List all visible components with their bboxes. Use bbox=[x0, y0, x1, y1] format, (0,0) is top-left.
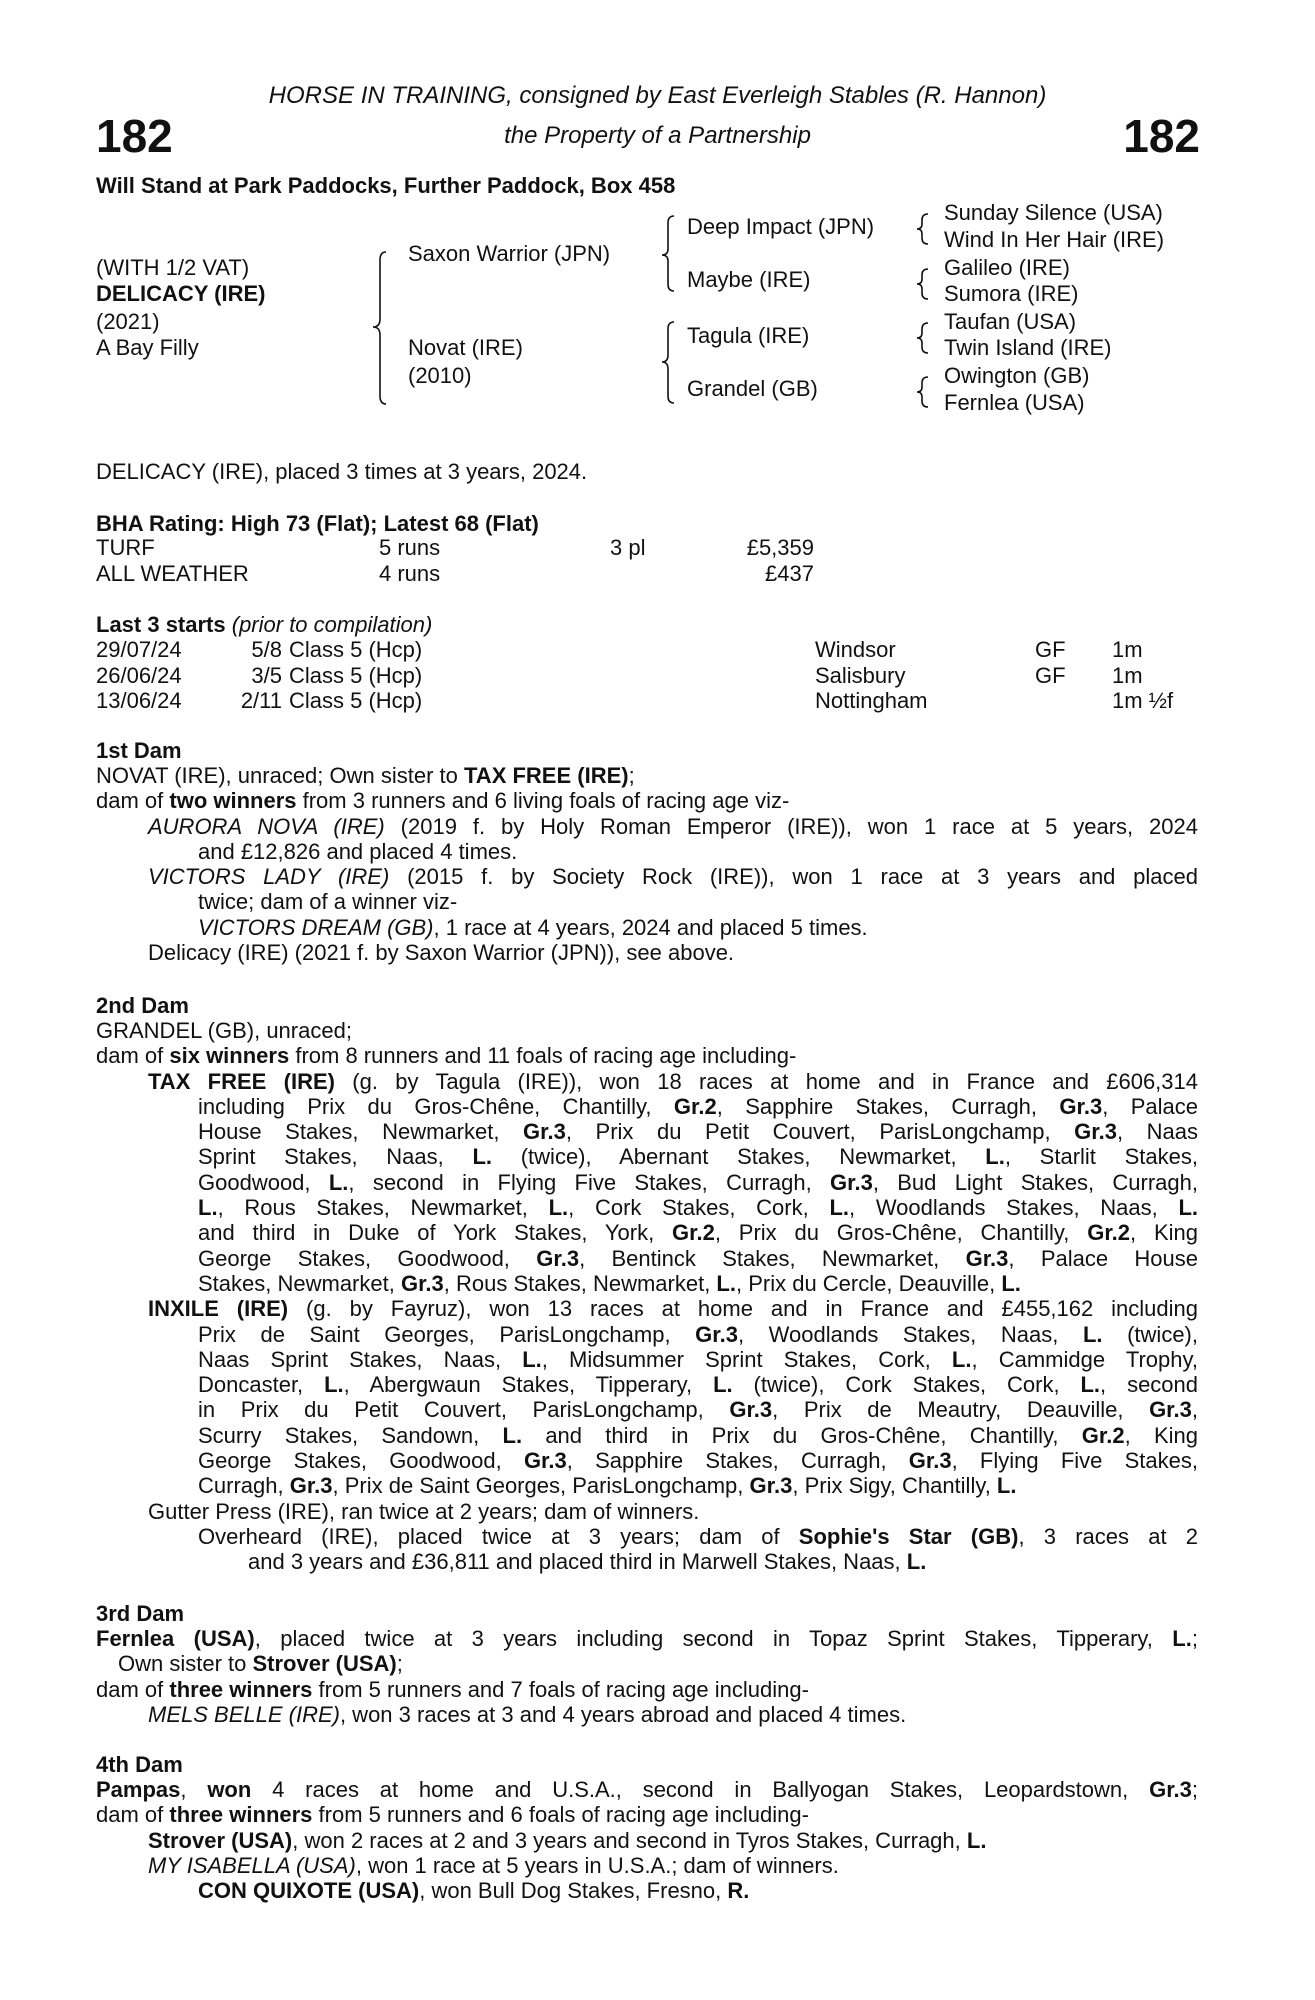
text: ; bbox=[1191, 1626, 1198, 1651]
rating-surface: TURF bbox=[96, 535, 155, 560]
bold-text: L. bbox=[829, 1195, 849, 1221]
text-line bbox=[96, 1043, 1198, 1068]
text-line bbox=[96, 1677, 1198, 1702]
text: , King bbox=[1130, 1220, 1198, 1246]
start-row bbox=[0, 663, 1315, 689]
dam-section-2 bbox=[96, 993, 1198, 1575]
text: , won Bull Dog Stakes, Fresno, bbox=[419, 1878, 728, 1904]
stand-location: Will Stand at Park Paddocks, Further Paddock, Box 458 bbox=[96, 173, 676, 198]
text-line bbox=[96, 1322, 1198, 1347]
brace-3 bbox=[917, 323, 928, 353]
brace-2 bbox=[917, 269, 928, 299]
text: (2019 f. by Holy Roman Emperor (IRE)), won 1 race at 5 years, 2024 bbox=[384, 813, 1198, 839]
bold-text: TAX FREE (IRE) bbox=[464, 763, 629, 788]
horse-name: DELICACY (IRE) bbox=[96, 281, 266, 306]
ancestor-8: Fernlea (USA) bbox=[944, 390, 1085, 415]
text: (g. by Fayruz), won 13 races at home and in France and £455,162 including bbox=[288, 1296, 1198, 1322]
bold-text: Gr.3 bbox=[965, 1245, 1009, 1271]
brace-sire bbox=[662, 216, 674, 291]
text: , Naas bbox=[1116, 1119, 1198, 1145]
ancestor-2: Wind In Her Hair (IRE) bbox=[944, 227, 1165, 252]
text-line bbox=[96, 1499, 1198, 1524]
text: ; bbox=[1191, 1777, 1199, 1802]
dam-section-1 bbox=[96, 738, 1198, 965]
race-summary: DELICACY (IRE), placed 3 times at 3 years, 2024. bbox=[96, 459, 588, 484]
rating-runs: 4 runs bbox=[379, 561, 441, 586]
start-position: 5/8 bbox=[251, 637, 282, 662]
bold-text: CON QUIXOTE (USA) bbox=[198, 1878, 420, 1904]
dam-dam: Grandel (GB) bbox=[687, 376, 818, 401]
text: ; bbox=[396, 1651, 403, 1677]
text-line bbox=[96, 1018, 1198, 1043]
bold-text: L. bbox=[1080, 1372, 1101, 1398]
text: , won 2 races at 2 and 3 years and second in Tyros Stakes, Curragh, bbox=[292, 1827, 967, 1853]
bold-text: Gr.3 bbox=[536, 1245, 580, 1271]
text: , Flying Five Stakes, bbox=[951, 1448, 1198, 1474]
bold-text: L. bbox=[985, 1144, 1005, 1170]
ancestor-4: Sumora (IRE) bbox=[944, 281, 1079, 306]
bold-text: three winners bbox=[169, 1676, 313, 1702]
text: , Sapphire Stakes, Curragh, bbox=[716, 1093, 1060, 1119]
text: , Prix de Saint Georges, ParisLongchamp, bbox=[332, 1473, 750, 1499]
start-venue: Windsor bbox=[815, 637, 896, 662]
text: , second bbox=[1100, 1372, 1199, 1398]
text: House Stakes, Newmarket, bbox=[198, 1119, 524, 1145]
last-starts-heading bbox=[96, 612, 432, 638]
text: Gutter Press (IRE), ran twice at 2 years; dam of winners. bbox=[148, 1498, 700, 1524]
text-line bbox=[96, 1271, 1198, 1296]
text: (twice), Abernant Stakes, Newmarket, bbox=[492, 1144, 986, 1170]
bold-text: L. bbox=[996, 1473, 1017, 1499]
text: , Cammidge Trophy, bbox=[971, 1346, 1198, 1372]
text-line bbox=[96, 889, 1198, 914]
dam-year: (2010) bbox=[408, 363, 472, 388]
text: , Palace House bbox=[1008, 1245, 1199, 1271]
text: , Midsummer Sprint Stakes, Cork, bbox=[541, 1346, 952, 1372]
text: dam of bbox=[96, 1802, 170, 1828]
text: (g. by Tagula (IRE)), won 18 races at home and in France and £606,314 bbox=[334, 1068, 1199, 1094]
lot-number-left: 182 bbox=[96, 110, 173, 162]
italic-text: VICTORS LADY (IRE) bbox=[148, 864, 390, 890]
text: dam of bbox=[96, 1043, 170, 1069]
italic-text: MELS BELLE (IRE) bbox=[148, 1701, 340, 1727]
start-distance: 1m bbox=[1112, 662, 1143, 688]
text: from 3 runners and 6 living foals of racing age viz- bbox=[296, 788, 790, 814]
text-line bbox=[96, 1195, 1198, 1220]
bold-text: L. bbox=[713, 1372, 733, 1398]
text: dam of bbox=[96, 1676, 170, 1702]
start-going: GF bbox=[1035, 662, 1066, 688]
rating-placed: 3 pl bbox=[610, 535, 646, 560]
bold-text: Gr.3 bbox=[400, 1270, 444, 1296]
section-title: 1st Dam bbox=[96, 738, 182, 763]
last-starts-note: (prior to compilation) bbox=[231, 612, 433, 637]
brace-4 bbox=[917, 377, 928, 407]
start-venue: Nottingham bbox=[815, 688, 928, 713]
text: , Bentinck Stakes, Newmarket, bbox=[579, 1245, 966, 1271]
start-going: GF bbox=[1035, 637, 1066, 662]
start-position: 3/5 bbox=[251, 662, 282, 688]
text: , 3 races at 2 bbox=[1018, 1523, 1199, 1549]
text: , won 3 races at 3 and 4 years abroad and placed 4 times. bbox=[339, 1701, 907, 1727]
bold-text: R. bbox=[727, 1878, 750, 1904]
bold-text: L. bbox=[1001, 1270, 1021, 1296]
bold-text: Gr.3 bbox=[289, 1473, 333, 1499]
text-line bbox=[96, 1626, 1198, 1651]
bold-text: Gr.3 bbox=[830, 1169, 873, 1195]
italic-text: AURORA NOVA (IRE) bbox=[148, 813, 385, 839]
bold-text: Gr.3 bbox=[695, 1321, 738, 1347]
rating-earnings: £5,359 bbox=[746, 535, 814, 560]
text: (twice), bbox=[1102, 1321, 1198, 1347]
header-property: the Property of a Partnership bbox=[504, 122, 811, 149]
last-starts-title: Last 3 starts bbox=[96, 612, 226, 637]
bold-text: L. bbox=[1178, 1195, 1198, 1221]
section-title: 3rd Dam bbox=[96, 1601, 185, 1626]
lot-number-right: 182 bbox=[1123, 110, 1200, 162]
bold-text: L. bbox=[1082, 1321, 1103, 1347]
text-line bbox=[96, 1702, 1198, 1727]
text-line bbox=[96, 763, 1198, 788]
text: Naas Sprint Stakes, Naas, bbox=[198, 1346, 523, 1372]
text-line bbox=[96, 1802, 1198, 1827]
bold-text: Gr.3 bbox=[523, 1448, 567, 1474]
section-title: 4th Dam bbox=[96, 1752, 183, 1777]
bold-text: Strover (USA) bbox=[252, 1651, 397, 1677]
text: , 1 race at 4 years, 2024 and placed 5 times. bbox=[433, 914, 868, 940]
bold-text: Gr.3 bbox=[523, 1119, 566, 1145]
text: Stakes, Newmarket, bbox=[198, 1270, 401, 1296]
text: , Prix du Gros-Chêne, Chantilly, bbox=[714, 1220, 1088, 1246]
bold-text: Gr.2 bbox=[1087, 1220, 1131, 1246]
ancestor-7: Owington (GB) bbox=[944, 363, 1090, 388]
text: 4 races at home and U.S.A., second in Ballyogan Stakes, Leopardstown, bbox=[251, 1777, 1150, 1802]
text: (2015 f. by Society Rock (IRE)), won 1 race at 3 years and placed bbox=[389, 864, 1199, 890]
ancestor-1: Sunday Silence (USA) bbox=[944, 200, 1163, 225]
bold-text: won bbox=[207, 1777, 252, 1802]
text: , bbox=[180, 1777, 208, 1802]
bold-text: Gr.3 bbox=[729, 1397, 773, 1423]
text: , King bbox=[1124, 1422, 1198, 1448]
text-line bbox=[96, 788, 1198, 813]
text: , Bud Light Stakes, Curragh, bbox=[872, 1169, 1198, 1195]
start-venue: Salisbury bbox=[815, 662, 906, 688]
dam-sire: Tagula (IRE) bbox=[687, 323, 810, 348]
text-line bbox=[96, 1246, 1198, 1271]
bold-text: Gr.2 bbox=[1081, 1422, 1125, 1448]
text-line bbox=[96, 1220, 1198, 1245]
bold-text: L. bbox=[548, 1195, 569, 1221]
text-line bbox=[96, 915, 1198, 940]
text: and 3 years and £36,811 and placed third in Marwell Stakes, Naas, bbox=[248, 1549, 907, 1575]
rating-surface: ALL WEATHER bbox=[96, 561, 249, 586]
text: , second in Flying Five Stakes, Curragh, bbox=[348, 1169, 830, 1195]
bold-text: Fernlea (USA) bbox=[96, 1626, 255, 1651]
ancestor-6: Twin Island (IRE) bbox=[944, 335, 1112, 360]
sire: Saxon Warrior (JPN) bbox=[408, 241, 611, 266]
bold-text: L. bbox=[906, 1549, 927, 1575]
text: from 5 runners and 6 foals of racing age including- bbox=[312, 1802, 809, 1828]
text: , Woodlands Stakes, Naas, bbox=[849, 1195, 1179, 1221]
text: , Starlit Stakes, bbox=[1004, 1144, 1198, 1170]
text-line bbox=[96, 1144, 1198, 1169]
bold-text: six winners bbox=[169, 1043, 290, 1069]
bold-text: Gr.3 bbox=[1059, 1093, 1103, 1119]
bold-text: L. bbox=[502, 1422, 523, 1448]
text-line bbox=[96, 839, 1198, 864]
start-row bbox=[0, 637, 1315, 663]
start-date: 29/07/24 bbox=[96, 637, 182, 662]
text: , Rous Stakes, Newmarket, bbox=[443, 1270, 717, 1296]
text: , Abergwaun Stakes, Tipperary, bbox=[343, 1372, 714, 1398]
start-distance: 1m ½f bbox=[1112, 688, 1174, 713]
text-line bbox=[96, 1094, 1198, 1119]
bha-rating: BHA Rating: High 73 (Flat); Latest 68 (Flat) bbox=[96, 511, 539, 536]
bold-text: Gr.2 bbox=[672, 1220, 715, 1246]
text-line bbox=[96, 1878, 1198, 1903]
sire-dam: Maybe (IRE) bbox=[687, 267, 811, 292]
text: , placed twice at 3 years including second in Topaz Sprint Stakes, Tipperary, bbox=[254, 1626, 1173, 1651]
text: ; bbox=[628, 763, 635, 788]
text: , Rous Stakes, Newmarket, bbox=[217, 1195, 549, 1221]
section-title: 2nd Dam bbox=[96, 993, 189, 1018]
text: George Stakes, Goodwood, bbox=[198, 1245, 537, 1271]
text: Doncaster, bbox=[198, 1372, 325, 1398]
ancestor-5: Taufan (USA) bbox=[944, 309, 1077, 334]
text-line bbox=[96, 1524, 1198, 1549]
sire-sire: Deep Impact (JPN) bbox=[687, 214, 875, 239]
ancestor-3: Galileo (IRE) bbox=[944, 255, 1070, 280]
rating-runs: 5 runs bbox=[379, 535, 441, 560]
bold-text: L. bbox=[966, 1827, 987, 1853]
bold-text: L. bbox=[198, 1195, 218, 1221]
horse-description: A Bay Filly bbox=[96, 335, 199, 360]
text: twice; dam of a winner viz- bbox=[198, 889, 458, 915]
bold-text: Gr.3 bbox=[1074, 1119, 1117, 1145]
text-line bbox=[96, 864, 1198, 889]
text: Delicacy (IRE) (2021 f. by Saxon Warrior (JPN)), see above. bbox=[148, 940, 735, 966]
start-class: Class 5 (Hcp) bbox=[289, 637, 423, 662]
text-line bbox=[96, 1651, 1198, 1676]
start-row bbox=[0, 688, 1315, 714]
text: Goodwood, bbox=[198, 1169, 329, 1195]
text: , Palace bbox=[1102, 1093, 1198, 1119]
bold-text: Gr.3 bbox=[749, 1473, 793, 1499]
text: NOVAT (IRE), unraced; Own sister to bbox=[96, 763, 464, 788]
bold-text: L. bbox=[472, 1144, 493, 1170]
bold-text: Gr.3 bbox=[908, 1448, 952, 1474]
bold-text: two winners bbox=[169, 788, 297, 814]
rating-earnings: £437 bbox=[765, 561, 814, 586]
text-line bbox=[96, 1473, 1198, 1498]
bold-text: L. bbox=[328, 1169, 349, 1195]
text-line bbox=[96, 1170, 1198, 1195]
text: , Woodlands Stakes, Naas, bbox=[737, 1321, 1083, 1347]
text: Own sister to bbox=[118, 1651, 253, 1677]
text: Scurry Stakes, Sandown, bbox=[198, 1422, 503, 1448]
text-line bbox=[96, 1853, 1198, 1878]
horse-year: (2021) bbox=[96, 309, 160, 334]
header-consignor: HORSE IN TRAINING, consigned by East Everleigh Stables (R. Hannon) bbox=[268, 82, 1047, 109]
text: , Prix de Meautry, Deauville, bbox=[772, 1397, 1150, 1423]
bold-text: Sophie's Star (GB) bbox=[798, 1523, 1019, 1549]
brace-dam bbox=[662, 322, 674, 403]
text-line bbox=[96, 814, 1198, 839]
bold-text: Strover (USA) bbox=[148, 1827, 293, 1853]
text: , bbox=[1191, 1397, 1198, 1423]
start-distance: 1m bbox=[1112, 637, 1143, 662]
start-position: 2/11 bbox=[240, 688, 282, 713]
bold-text: INXILE (IRE) bbox=[148, 1296, 289, 1322]
brace-1 bbox=[917, 214, 928, 244]
pedigree-braces bbox=[0, 0, 1315, 430]
bold-text: three winners bbox=[169, 1802, 313, 1828]
dam-section-4 bbox=[96, 1752, 1198, 1903]
italic-text: VICTORS DREAM (GB) bbox=[198, 914, 434, 940]
bold-text: L. bbox=[324, 1372, 344, 1398]
text-line bbox=[96, 1828, 1198, 1853]
text-line bbox=[96, 1423, 1198, 1448]
text: in Prix du Petit Couvert, ParisLongchamp, bbox=[198, 1397, 730, 1423]
text: dam of bbox=[96, 788, 170, 814]
bold-text: L. bbox=[1172, 1626, 1192, 1651]
text-line bbox=[96, 1448, 1198, 1473]
text-line bbox=[96, 1347, 1198, 1372]
text: Prix de Saint Georges, ParisLongchamp, bbox=[198, 1321, 696, 1347]
italic-text: MY ISABELLA (USA) bbox=[148, 1852, 356, 1878]
bold-text: TAX FREE (IRE) bbox=[148, 1068, 335, 1094]
text: and £12,826 and placed 4 times. bbox=[198, 838, 518, 864]
text: Overheard (IRE), placed twice at 3 years; dam of bbox=[198, 1523, 799, 1549]
text: , Prix du Cercle, Deauville, bbox=[735, 1270, 1002, 1296]
text: and third in Duke of York Stakes, York, bbox=[198, 1220, 673, 1246]
brace-main bbox=[373, 252, 386, 404]
text: , Prix du Petit Couvert, ParisLongchamp, bbox=[565, 1119, 1075, 1145]
bold-text: L. bbox=[716, 1270, 736, 1296]
bold-text: Gr.3 bbox=[1149, 1397, 1192, 1423]
text-line bbox=[96, 1777, 1198, 1802]
start-class: Class 5 (Hcp) bbox=[289, 662, 423, 688]
vat-note: (WITH 1/2 VAT) bbox=[96, 255, 250, 280]
bold-text: Gr.3 bbox=[1149, 1777, 1192, 1802]
dam: Novat (IRE) bbox=[408, 335, 523, 360]
text: (twice), Cork Stakes, Cork, bbox=[732, 1372, 1081, 1398]
start-date: 26/06/24 bbox=[96, 662, 182, 688]
text-line bbox=[96, 940, 1198, 965]
text: , Cork Stakes, Cork, bbox=[568, 1195, 830, 1221]
text: , won 1 race at 5 years in U.S.A.; dam of winners. bbox=[355, 1852, 839, 1878]
text-line bbox=[96, 1397, 1198, 1422]
text: George Stakes, Goodwood, bbox=[198, 1448, 524, 1474]
start-class: Class 5 (Hcp) bbox=[289, 688, 423, 713]
text: from 5 runners and 7 foals of racing age including- bbox=[312, 1676, 809, 1702]
text-line bbox=[96, 1549, 1198, 1574]
bold-text: L. bbox=[951, 1346, 972, 1372]
start-date: 13/06/24 bbox=[96, 688, 182, 713]
dam-section-3 bbox=[96, 1601, 1198, 1727]
text-line bbox=[96, 1296, 1198, 1321]
text: Sprint Stakes, Naas, bbox=[198, 1144, 473, 1170]
text: and third in Prix du Gros-Chêne, Chantilly, bbox=[522, 1422, 1082, 1448]
bold-text: Pampas bbox=[96, 1777, 181, 1802]
text: Curragh, bbox=[198, 1473, 290, 1499]
text: , Prix Sigy, Chantilly, bbox=[792, 1473, 997, 1499]
text-line bbox=[96, 1372, 1198, 1397]
text: including Prix du Gros-Chêne, Chantilly, bbox=[198, 1093, 674, 1119]
text-line bbox=[96, 1119, 1198, 1144]
text: from 8 runners and 11 foals of racing age including- bbox=[289, 1043, 797, 1069]
text-line bbox=[96, 1069, 1198, 1094]
text: GRANDEL (GB), unraced; bbox=[96, 1018, 352, 1043]
text: , Sapphire Stakes, Curragh, bbox=[566, 1448, 909, 1474]
bold-text: L. bbox=[522, 1346, 542, 1372]
bold-text: Gr.2 bbox=[673, 1093, 717, 1119]
